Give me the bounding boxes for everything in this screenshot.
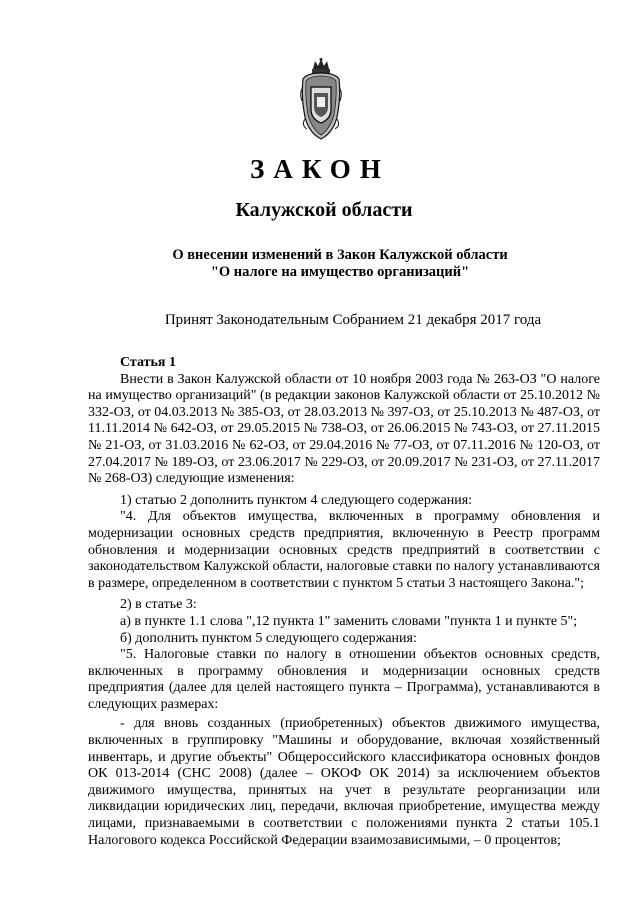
article-heading: Статья 1 bbox=[120, 355, 176, 370]
item-1-text: "4. Для объектов имущества, включенных в программу обновления и модернизации основных средств предприятия, включенную в Реестр программ обновления и модернизации основных средств предприятий в соответствии с законодательством Калужской области, налоговые ставки по налогу устанавливаются в размере, определенном в соответствии с пунктом 5 статьи 3 настоящего Закона."; bbox=[88, 509, 600, 591]
subject-line-1: О внесении изменений в Закон Калужской области bbox=[172, 247, 508, 263]
item-2a: а) в пункте 1.1 слова ",12 пункта 1" заменить словами "пункта 1 и пункте 5"; bbox=[120, 613, 578, 629]
item-2b: б) дополнить пунктом 5 следующего содержания: bbox=[120, 630, 417, 646]
law-title: ЗАКОН bbox=[250, 154, 390, 184]
law-subject bbox=[0, 247, 640, 281]
law-body bbox=[88, 355, 600, 849]
subject-line-2: "О налоге на имущество организаций" bbox=[210, 264, 470, 280]
article-intro: Внести в Закон Калужской области от 10 ноября 2003 года № 263-ОЗ "О налоге на имущество организаций" (в редакции законов Калужской области от 25.10.2012 № 332-ОЗ, от 04.03.2013 № 385-ОЗ, от 28.03.2013 № 397-ОЗ, от 25.10.2013 № 487-ОЗ, от 11.11.2014 № 642-ОЗ, от 29.05.2015 № 738-ОЗ, от 26.06.2015 № 743-ОЗ, от 27.11.2015 № 21-ОЗ, от 31.03.2016 № 62-ОЗ, от 29.04.2016 № 77-ОЗ, от 07.11.2016 № 120-ОЗ, от 27.04.2017 № 189-ОЗ, от 23.06.2017 № 229-ОЗ, от 20.09.2017 № 231-ОЗ, от 27.11.2017 № 268-ОЗ) следующие изменения: bbox=[88, 371, 600, 487]
coat-of-arms-emblem bbox=[299, 57, 343, 141]
item-2b-text: "5. Налоговые ставки по налогу в отношении объектов основных средств, включенных в программу обновления и модернизации основных средств предприятия (далее для целей настоящего пункта – Программа), устанавливаются в следующих размерах: bbox=[88, 647, 600, 712]
adoption-line: Принят Законодательным Собранием 21 декабря 2017 года bbox=[164, 312, 542, 328]
item-2: 2) в статье 3: bbox=[120, 597, 197, 613]
item-2b-dash: - для вновь созданных (приобретенных) объектов движимого имущества, включенных в группировку "Машины и оборудование, включая хозяйственный инвентарь, и другие объекты" Общероссийского классификатора основных фондов ОК 013-2014 (СНС 2008) (далее – ОКОФ ОК 2014) за исключением объектов движимого имущества, принятых на учет в результате реорганизации или ликвидации юридических лиц, передачи, включая приобретение, имущества между лицами, признаваемыми в соответствии с положениями пункта 2 статьи 105.1 Налогового кодекса Российской Федерации взаимозависимыми, – 0 процентов; bbox=[88, 716, 600, 848]
region-name: Калужской области bbox=[235, 199, 413, 221]
item-1: 1) статью 2 дополнить пунктом 4 следующего содержания: bbox=[120, 492, 473, 508]
